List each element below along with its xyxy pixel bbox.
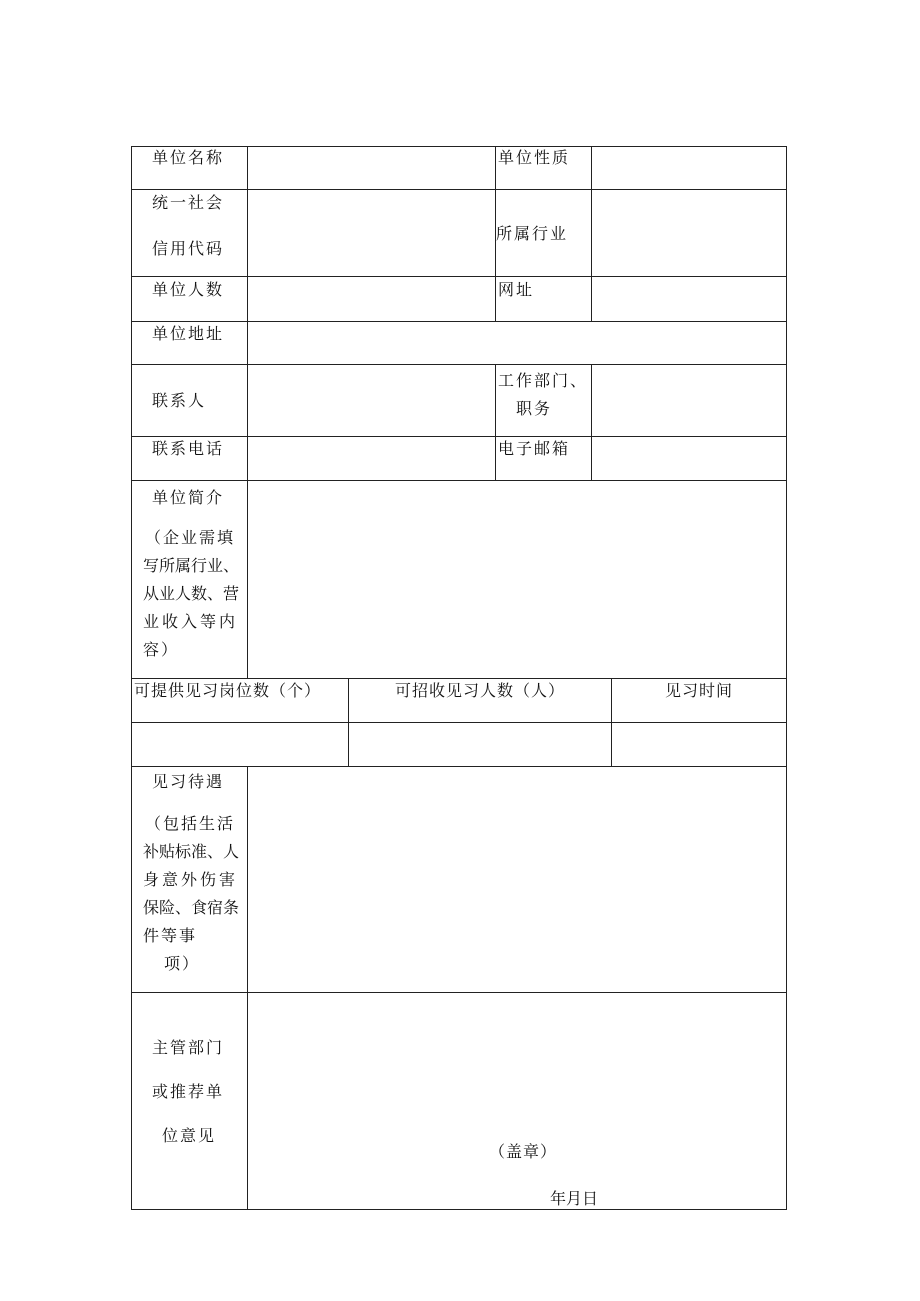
benefits-label-line1: 见习待遇 <box>152 772 225 791</box>
benefits-label-line5: 保险、食宿条 <box>143 898 240 917</box>
column-divider <box>591 364 592 480</box>
intro-field[interactable] <box>249 482 785 677</box>
address-field[interactable] <box>249 323 785 363</box>
unit-name-field[interactable] <box>249 148 494 188</box>
table-border-right <box>786 146 787 1210</box>
row-divider <box>131 992 787 993</box>
benefits-label-line3: 补贴标准、人 <box>143 842 240 861</box>
unit-nature-label: 单位性质 <box>498 148 571 167</box>
registration-form-table <box>131 146 787 1210</box>
date-text: 年月日 <box>550 1189 599 1208</box>
row-divider <box>131 321 787 322</box>
row-divider <box>131 364 787 365</box>
seal-text: （盖章） <box>489 1142 558 1161</box>
table-border-bottom <box>131 1209 787 1210</box>
headcount-label: 单位人数 <box>152 280 225 299</box>
headcount-field[interactable] <box>249 278 494 320</box>
industry-field[interactable] <box>593 191 785 275</box>
column-divider <box>495 276 496 321</box>
contact-field[interactable] <box>249 366 494 435</box>
unit-nature-field[interactable] <box>593 148 785 188</box>
email-field[interactable] <box>593 438 785 479</box>
duration-header: 见习时间 <box>664 681 733 700</box>
benefits-label-line2: （包括生活 <box>145 814 236 833</box>
row-divider <box>131 722 787 723</box>
intro-label-line4: 从业人数、营 <box>143 584 240 603</box>
phone-field[interactable] <box>249 438 494 479</box>
opinion-field[interactable] <box>249 994 785 1208</box>
column-divider <box>495 146 496 276</box>
positions-count-field[interactable] <box>133 724 347 765</box>
trainees-count-field[interactable] <box>350 724 610 765</box>
unit-name-label: 单位名称 <box>152 148 225 167</box>
column-divider <box>591 276 592 321</box>
dept-label-line2: 职务 <box>516 399 553 418</box>
column-divider <box>495 364 496 480</box>
row-divider <box>131 766 787 767</box>
row-divider <box>131 480 787 481</box>
row-divider <box>131 678 787 679</box>
row-divider <box>131 189 787 190</box>
opinion-label-line3: 位意见 <box>162 1126 217 1145</box>
positions-header: 可提供见习岗位数（个） <box>134 681 322 700</box>
column-divider <box>591 146 592 276</box>
intro-label-line3: 写所属行业、 <box>143 556 240 575</box>
email-label: 电子邮箱 <box>498 439 571 458</box>
benefits-label-line6: 件等事 <box>143 926 198 945</box>
intro-label-line5: 业收入等内 <box>143 612 239 631</box>
dept-position-field[interactable] <box>593 366 785 435</box>
row-divider <box>131 436 787 437</box>
website-label: 网址 <box>498 280 535 299</box>
row-divider <box>131 276 787 277</box>
table-border-left <box>131 146 132 1210</box>
duration-field[interactable] <box>613 724 785 765</box>
credit-code-label-line1: 统一社会 <box>152 193 225 212</box>
benefits-label-line7: 项） <box>164 954 201 973</box>
industry-label: 所属行业 <box>496 224 569 243</box>
address-label: 单位地址 <box>152 324 225 343</box>
contact-label: 联系人 <box>152 391 207 410</box>
intro-label-line6: 容） <box>143 640 180 659</box>
opinion-label-line2: 或推荐单 <box>152 1082 225 1101</box>
label-column-divider <box>247 766 248 1210</box>
intro-label-line2: （企业需填 <box>145 528 236 547</box>
credit-code-field[interactable] <box>249 191 494 275</box>
trainees-header: 可招收见习人数（人） <box>394 681 565 700</box>
benefits-field[interactable] <box>249 768 785 991</box>
dept-label-line1: 工作部门、 <box>498 371 589 390</box>
credit-code-label-line2: 信用代码 <box>152 239 225 258</box>
label-column-divider <box>247 146 248 678</box>
intro-label-line1: 单位简介 <box>152 488 225 507</box>
website-field[interactable] <box>593 278 785 320</box>
benefits-label-line4: 身意外伤害 <box>143 870 239 889</box>
opinion-label-line1: 主管部门 <box>152 1038 225 1057</box>
phone-label: 联系电话 <box>152 439 225 458</box>
table-border-top <box>131 146 787 147</box>
